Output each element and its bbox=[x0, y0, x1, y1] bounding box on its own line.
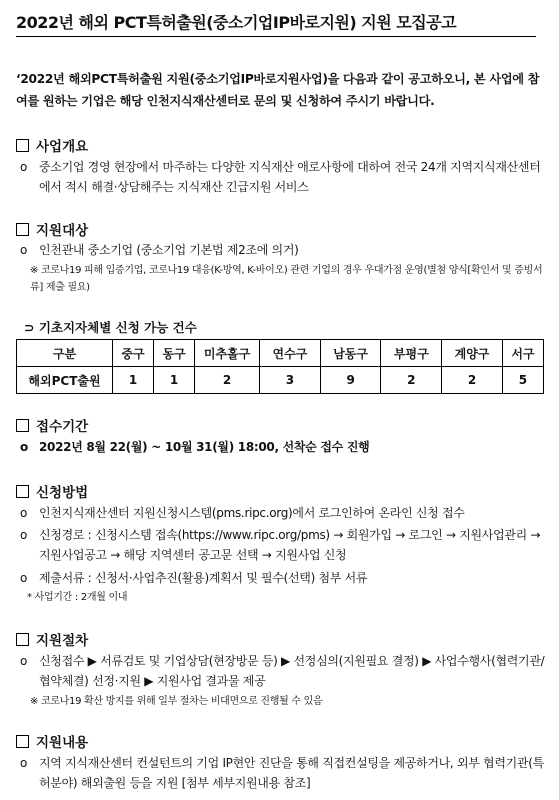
table-row bbox=[17, 367, 544, 394]
target-note: ※ 코로나19 피해 입증기업, 코로나19 대응(K-방역, K-바이오) 관련 기업의 경우 우대가점 운영(별첨 양식[확인서 및 증빙서류] 제출 필요) bbox=[30, 265, 543, 293]
page-title: 2022년 해외 PCT특허출원(중소기업IP바로지원) 지원 모집공고 bbox=[16, 10, 536, 37]
table-cell: 해외PCT출원 bbox=[17, 367, 113, 394]
table-header-cell: 미추홀구 bbox=[195, 340, 260, 367]
checkbox-square-icon bbox=[16, 735, 29, 748]
bullet-marker: o bbox=[20, 571, 28, 585]
bullet-marker: o bbox=[20, 243, 28, 257]
procedure-item: o 신청접수 ▶ 서류검토 및 기업상담(현장방문 등) ▶ 선정심의(지원필요 결정) ▶ 사업수행사(협력기관/협약체결) 선정·지원 ▶ 지원사업 결과물 제공 bbox=[20, 651, 550, 691]
method-note: * 사업기간 : 2개월 이내 bbox=[27, 592, 128, 603]
table-cell: 1 bbox=[113, 367, 154, 394]
section-heading-overview: 사업개요 bbox=[16, 135, 88, 155]
table-cell: 2 bbox=[381, 367, 442, 394]
table-cell: 9 bbox=[320, 367, 381, 394]
table-header-cell: 부평구 bbox=[381, 340, 442, 367]
bullet-marker: o bbox=[20, 528, 28, 542]
method-item: o 제출서류 : 신청서·사업추진(활용)계획서 및 필수(선택) 첨부 서류 bbox=[20, 568, 550, 588]
table-cell: 3 bbox=[260, 367, 321, 394]
procedure-note: ※ 코로나19 확산 방지를 위해 일부 절차는 비대면으로 진행될 수 있음 bbox=[30, 696, 323, 707]
quota-heading: ⊃ 기초지자체별 신청 가능 건수 bbox=[24, 320, 197, 335]
content-item: o 지역 지식재산센터 컨설턴트의 기업 IP현안 진단을 통해 직접컨설팅을 제공하거나, 외부 협력기관(특허분야) 해외출원 등을 지원 [첨부 세부지원내용 참조] bbox=[20, 753, 550, 793]
table-cell: 5 bbox=[502, 367, 543, 394]
overview-item: o 중소기업 경영 현장에서 마주하는 다양한 지식재산 애로사항에 대하여 전국 24개 지역지식재산센터에서 적시 해결·상담해주는 지식재산 긴급지원 서비스 bbox=[20, 157, 550, 197]
checkbox-square-icon bbox=[16, 633, 29, 646]
checkbox-square-icon bbox=[16, 485, 29, 498]
bullet-marker: o bbox=[20, 654, 28, 668]
section-heading-procedure: 지원절차 bbox=[16, 629, 88, 649]
section-heading-target: 지원대상 bbox=[16, 219, 88, 239]
table-header-cell: 구분 bbox=[17, 340, 113, 367]
quota-table bbox=[16, 339, 544, 394]
table-cell: 1 bbox=[154, 367, 195, 394]
table-header-cell: 남동구 bbox=[320, 340, 381, 367]
table-header-cell: 서구 bbox=[502, 340, 543, 367]
checkbox-square-icon bbox=[16, 139, 29, 152]
bullet-marker: o bbox=[20, 506, 28, 520]
table-header-cell: 중구 bbox=[113, 340, 154, 367]
method-item: o 신청경로 : 신청시스템 접속(https://www.ripc.org/pms) → 회원가입 → 로그인 → 지원사업관리 → 지원사업공고 → 해당 지역센터 공고문 선택 → 지원사업 신청 bbox=[20, 525, 550, 565]
bullet-marker: o bbox=[20, 440, 28, 454]
table-header-cell: 계양구 bbox=[442, 340, 503, 367]
section-heading-content: 지원내용 bbox=[16, 731, 88, 751]
table-cell: 2 bbox=[442, 367, 503, 394]
bullet-marker: o bbox=[20, 160, 28, 174]
period-item: o 2022년 8월 22(월) ~ 10월 31(월) 18:00, 선착순 접수 진행 bbox=[20, 437, 550, 457]
checkbox-square-icon bbox=[16, 223, 29, 236]
intro-paragraph: ‘2022년 해외PCT특허출원 지원(중소기업IP바로지원사업)을 다음과 같이 공고하오니, 본 사업에 참여를 원하는 기업은 해당 인천지식재산센터로 문의 및 신청하여 주시기 바랍니다. bbox=[16, 72, 540, 108]
section-heading-method: 신청방법 bbox=[16, 481, 88, 501]
target-item: o 인천관내 중소기업 (중소기업 기본법 제2조에 의거) bbox=[20, 240, 550, 260]
table-header-cell: 동구 bbox=[154, 340, 195, 367]
table-cell: 2 bbox=[195, 367, 260, 394]
bullet-marker: o bbox=[20, 756, 28, 770]
method-item: o 인천지식재산센터 지원신청시스템(pms.ripc.org)에서 로그인하여 온라인 신청 접수 bbox=[20, 503, 550, 523]
checkbox-square-icon bbox=[16, 419, 29, 432]
table-header-row bbox=[17, 340, 544, 367]
section-heading-period: 접수기간 bbox=[16, 415, 88, 435]
table-header-cell: 연수구 bbox=[260, 340, 321, 367]
